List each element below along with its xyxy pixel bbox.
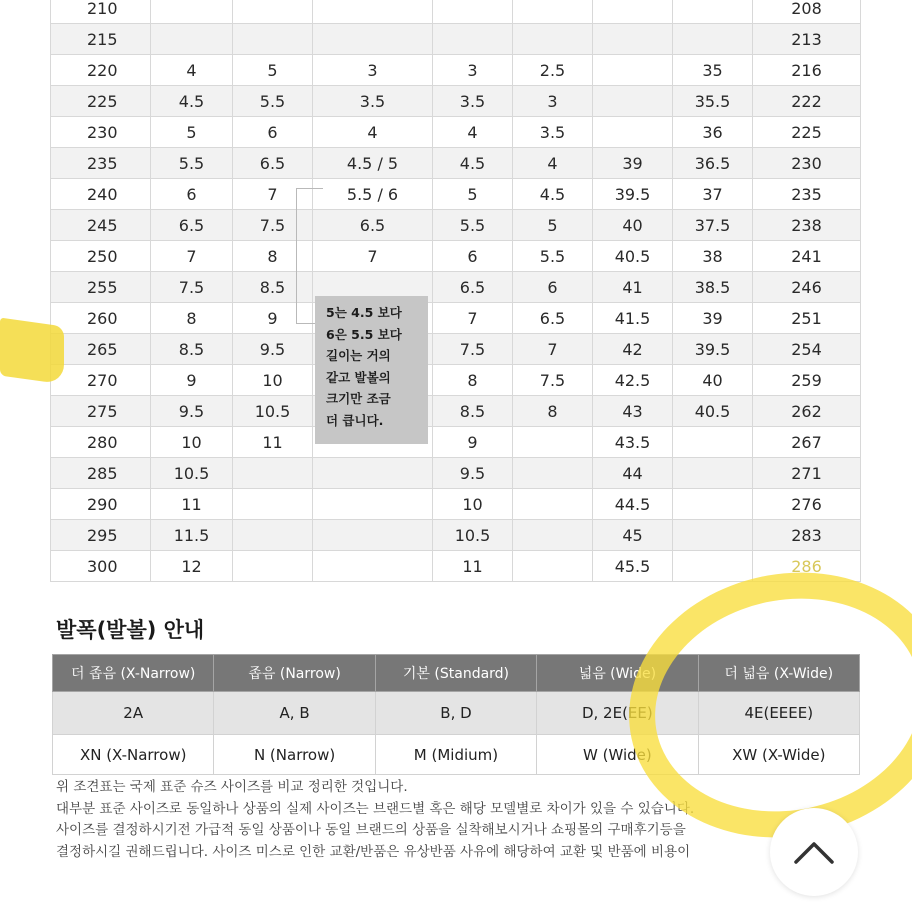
size-mm-cell: 295 [51, 520, 151, 551]
size-cell: 40 [593, 210, 673, 241]
size-mm-cell: 270 [51, 365, 151, 396]
size-cell: 7 [233, 179, 313, 210]
width-header-x-narrow: 더 좁음 (X-Narrow) [53, 655, 214, 692]
size-cell [513, 0, 593, 24]
size-cell: 9 [433, 427, 513, 458]
size-cell: 216 [753, 55, 861, 86]
size-cell [233, 489, 313, 520]
size-cell: 286 [753, 551, 861, 582]
width-name-cell: W (Wide) [537, 735, 698, 775]
size-mm-cell: 220 [51, 55, 151, 86]
size-cell [313, 24, 433, 55]
size-cell: 39 [593, 148, 673, 179]
size-table-row [51, 55, 861, 86]
size-cell: 262 [753, 396, 861, 427]
size-table-row [51, 241, 861, 272]
size-cell: 3 [313, 55, 433, 86]
size-cell [313, 520, 433, 551]
size-cell: 12 [151, 551, 233, 582]
size-mm-cell: 250 [51, 241, 151, 272]
size-cell [673, 520, 753, 551]
size-mm-cell: 260 [51, 303, 151, 334]
note-line: 더 큽니다. [326, 412, 384, 428]
size-table-row [51, 396, 861, 427]
size-cell: 6.5 [233, 148, 313, 179]
size-cell [151, 0, 233, 24]
size-cell [313, 0, 433, 24]
size-cell [673, 489, 753, 520]
width-name-cell: XN (X-Narrow) [53, 735, 214, 775]
width-code-cell: 4E(EEEE) [698, 692, 859, 735]
size-cell [593, 55, 673, 86]
size-cell: 3.5 [313, 86, 433, 117]
size-cell: 235 [753, 179, 861, 210]
size-cell: 283 [753, 520, 861, 551]
size-cell: 271 [753, 458, 861, 489]
size-cell: 251 [753, 303, 861, 334]
size-cell: 254 [753, 334, 861, 365]
chevron-up-icon [770, 808, 858, 896]
size-cell: 7.5 [513, 365, 593, 396]
size-cell: 42 [593, 334, 673, 365]
size-cell: 9 [151, 365, 233, 396]
size-cell [673, 427, 753, 458]
size-cell: 6 [151, 179, 233, 210]
size-cell: 8.5 [151, 334, 233, 365]
size-cell: 276 [753, 489, 861, 520]
size-cell: 38.5 [673, 272, 753, 303]
size-cell [513, 458, 593, 489]
size-cell: 44 [593, 458, 673, 489]
size-cell: 5.5 [433, 210, 513, 241]
size-cell [513, 551, 593, 582]
size-cell: 8 [233, 241, 313, 272]
note-line: 5는 4.5 보다 [326, 305, 402, 320]
size-cell [513, 24, 593, 55]
size-cell: 43.5 [593, 427, 673, 458]
size-cell [593, 0, 673, 24]
size-cell [513, 520, 593, 551]
size-cell [433, 24, 513, 55]
size-cell: 39 [673, 303, 753, 334]
size-cell [513, 427, 593, 458]
size-cell: 42.5 [593, 365, 673, 396]
size-cell [313, 489, 433, 520]
size-cell: 6.5 [433, 272, 513, 303]
size-mm-cell: 230 [51, 117, 151, 148]
size-cell: 36 [673, 117, 753, 148]
size-cell: 259 [753, 365, 861, 396]
size-cell: 10 [433, 489, 513, 520]
note-line: 같고 발볼의 [326, 369, 391, 385]
size-cell: 6 [433, 241, 513, 272]
size-mm-cell: 215 [51, 24, 151, 55]
size-cell: 37 [673, 179, 753, 210]
size-cell: 9.5 [233, 334, 313, 365]
width-name-cell: N (Narrow) [214, 735, 375, 775]
size-cell: 4.5 [433, 148, 513, 179]
size-cell: 40.5 [593, 241, 673, 272]
size-cell [233, 551, 313, 582]
size-cell [313, 551, 433, 582]
size-cell: 238 [753, 210, 861, 241]
size-mm-cell: 280 [51, 427, 151, 458]
size-note-box [315, 296, 428, 444]
size-mm-cell: 300 [51, 551, 151, 582]
width-code-cell: 2A [53, 692, 214, 735]
size-table-row [51, 365, 861, 396]
size-cell: 7 [151, 241, 233, 272]
size-footnotes [56, 777, 694, 863]
size-cell: 208 [753, 0, 861, 24]
size-cell: 6 [233, 117, 313, 148]
size-mm-cell: 265 [51, 334, 151, 365]
size-table-row [51, 148, 861, 179]
size-cell: 225 [753, 117, 861, 148]
size-cell: 6.5 [313, 210, 433, 241]
size-cell: 4.5 [513, 179, 593, 210]
size-cell: 11 [433, 551, 513, 582]
footnote-line: 위 조견표는 국제 표준 슈즈 사이즈를 비교 정리한 것입니다. [56, 779, 408, 795]
size-cell: 35.5 [673, 86, 753, 117]
size-cell: 5.5 [151, 148, 233, 179]
size-cell [673, 24, 753, 55]
size-cell: 2.5 [513, 55, 593, 86]
size-cell: 10.5 [433, 520, 513, 551]
size-cell [673, 551, 753, 582]
size-table-row [51, 210, 861, 241]
note-line: 6은 5.5 보다 [326, 326, 402, 342]
size-cell: 39.5 [593, 179, 673, 210]
size-cell [313, 458, 433, 489]
size-mm-cell: 235 [51, 148, 151, 179]
scroll-to-top-button[interactable] [770, 808, 858, 896]
size-cell: 7 [433, 303, 513, 334]
size-mm-cell: 240 [51, 179, 151, 210]
size-cell: 40 [673, 365, 753, 396]
size-cell: 3.5 [433, 86, 513, 117]
size-cell [673, 0, 753, 24]
size-cell: 7.5 [433, 334, 513, 365]
footnote-line: 결정하시길 권해드립니다. 사이즈 미스로 인한 교환/반품은 유상반품 사유에 해당하여 교환 및 반품에 비용이 [56, 843, 691, 860]
size-cell: 246 [753, 272, 861, 303]
size-cell: 5.5 [233, 86, 313, 117]
width-name-cell: XW (X-Wide) [698, 735, 859, 775]
size-cell [233, 0, 313, 24]
size-table-row [51, 24, 861, 55]
size-cell: 11 [233, 427, 313, 458]
size-cell: 5.5 / 6 [313, 179, 433, 210]
size-cell: 6 [513, 272, 593, 303]
size-mm-cell: 245 [51, 210, 151, 241]
size-table-row [51, 551, 861, 582]
size-cell: 39.5 [673, 334, 753, 365]
size-cell: 7.5 [151, 272, 233, 303]
size-cell: 4.5 [151, 86, 233, 117]
size-cell: 11 [151, 489, 233, 520]
size-cell: 43 [593, 396, 673, 427]
size-table-row [51, 427, 861, 458]
size-cell: 3 [433, 55, 513, 86]
size-cell: 35 [673, 55, 753, 86]
size-cell: 8.5 [233, 272, 313, 303]
size-cell: 4 [151, 55, 233, 86]
size-cell [593, 24, 673, 55]
size-cell: 222 [753, 86, 861, 117]
size-cell [151, 24, 233, 55]
footnote-line: 사이즈를 결정하시기전 가급적 동일 상품이나 동일 브랜드의 상품을 실착해보시거나 쇼핑몰의 구매후기등을 [56, 822, 686, 838]
size-cell: 8 [151, 303, 233, 334]
size-cell: 5.5 [513, 241, 593, 272]
size-cell: 8 [513, 396, 593, 427]
size-cell [433, 0, 513, 24]
size-cell: 41 [593, 272, 673, 303]
size-cell: 45 [593, 520, 673, 551]
width-code-cell: A, B [214, 692, 375, 735]
size-cell [233, 24, 313, 55]
size-cell: 10.5 [233, 396, 313, 427]
size-cell: 9.5 [151, 396, 233, 427]
size-cell: 10.5 [151, 458, 233, 489]
size-cell: 10 [233, 365, 313, 396]
size-cell: 11.5 [151, 520, 233, 551]
size-mm-cell: 210 [51, 0, 151, 24]
size-cell: 5 [233, 55, 313, 86]
size-table-row [51, 489, 861, 520]
size-cell: 213 [753, 24, 861, 55]
size-cell: 4 [433, 117, 513, 148]
size-cell [593, 117, 673, 148]
size-cell: 4.5 / 5 [313, 148, 433, 179]
width-code-cell: B, D [375, 692, 536, 735]
width-header-narrow: 좁음 (Narrow) [214, 655, 375, 692]
size-table-row [51, 520, 861, 551]
highlighter-mark-left [0, 318, 64, 385]
size-cell: 6.5 [513, 303, 593, 334]
size-cell: 241 [753, 241, 861, 272]
size-cell: 7 [513, 334, 593, 365]
size-cell [593, 86, 673, 117]
size-table-row [51, 303, 861, 334]
size-table-row [51, 0, 861, 24]
size-cell: 6.5 [151, 210, 233, 241]
size-cell: 41.5 [593, 303, 673, 334]
size-table-row [51, 117, 861, 148]
size-cell: 5 [433, 179, 513, 210]
size-cell: 230 [753, 148, 861, 179]
size-cell: 4 [513, 148, 593, 179]
size-cell: 9 [233, 303, 313, 334]
size-conversion-table [50, 0, 861, 582]
size-cell: 10 [151, 427, 233, 458]
size-cell: 7.5 [233, 210, 313, 241]
size-table-row [51, 86, 861, 117]
width-header-x-wide: 더 넓음 (X-Wide) [698, 655, 859, 692]
size-mm-cell: 285 [51, 458, 151, 489]
size-cell: 45.5 [593, 551, 673, 582]
footnote-line: 대부분 표준 사이즈로 동일하나 상품의 실제 사이즈는 브랜드별 혹은 해당 모델별로 차이가 있을 수 있습니다. [56, 800, 695, 817]
size-cell: 267 [753, 427, 861, 458]
width-code-cell: D, 2E(EE) [537, 692, 698, 735]
note-line: 길이는 거의 [326, 348, 391, 363]
size-cell: 5 [151, 117, 233, 148]
size-cell: 40.5 [673, 396, 753, 427]
size-mm-cell: 290 [51, 489, 151, 520]
size-cell [233, 458, 313, 489]
width-name-cell: M (Midium) [375, 735, 536, 775]
size-mm-cell: 225 [51, 86, 151, 117]
size-table-row [51, 179, 861, 210]
size-table-row [51, 458, 861, 489]
size-cell: 3.5 [513, 117, 593, 148]
size-cell: 37.5 [673, 210, 753, 241]
size-cell: 8 [433, 365, 513, 396]
size-mm-cell: 275 [51, 396, 151, 427]
size-cell: 8.5 [433, 396, 513, 427]
note-line: 크기만 조금 [326, 391, 391, 406]
size-cell: 9.5 [433, 458, 513, 489]
size-cell: 4 [313, 117, 433, 148]
size-cell: 3 [513, 86, 593, 117]
size-mm-cell: 255 [51, 272, 151, 303]
size-cell: 38 [673, 241, 753, 272]
size-table-row [51, 334, 861, 365]
size-table-row [51, 272, 861, 303]
size-cell [233, 520, 313, 551]
size-cell: 5 [513, 210, 593, 241]
size-cell: 36.5 [673, 148, 753, 179]
size-cell: 44.5 [593, 489, 673, 520]
size-cell [513, 489, 593, 520]
width-header-standard: 기본 (Standard) [375, 655, 536, 692]
width-guide-title: 발폭(발볼) 안내 [56, 618, 205, 642]
width-header-wide: 넓음 (Wide) [537, 655, 698, 692]
size-cell: 7 [313, 241, 433, 272]
size-cell [673, 458, 753, 489]
